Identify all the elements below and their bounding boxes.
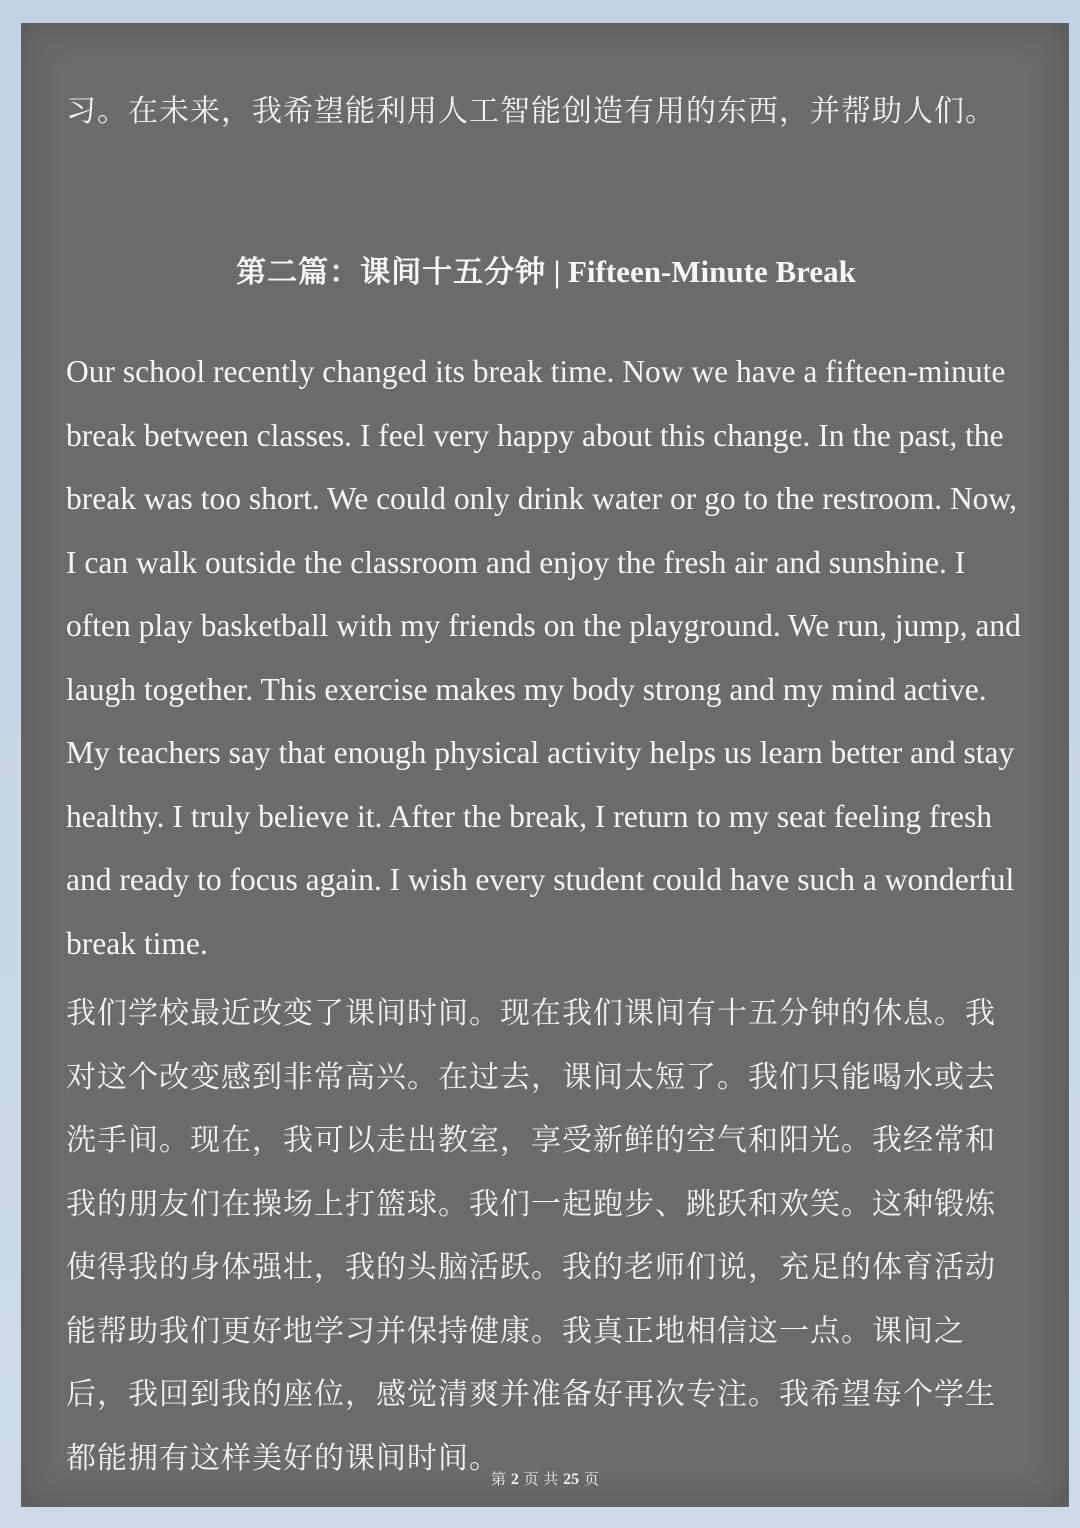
footer-prefix: 第 [491,1470,507,1488]
section-title-en: Fifteen-Minute Break [567,254,856,289]
section-title [66,248,1026,297]
english-paragraph: Our school recently changed its break time. Now we have a fifteen-minute break between classes. I feel very happy about this change. In the past, the break was too short. We could only drink water or go to the restroom. Now, I can walk outside the classroom and enjoy the fresh air and sunshine. I often play basketball with my friends on the playground. We run, jump, and laugh together. This exercise makes my body strong and my mind active. My teachers say that enough physical activity helps us learn better and stay healthy. I truly believe it. After the break, I return to my seat feeling fresh and ready to focus again. I wish every student could have such a wonderful break time. [66,354,1021,961]
continued-paragraph: 习。在未来，我希望能利用人工智能创造有用的东西，并帮助人们。 [66,94,996,129]
section-title-cn: 第二篇：课间十五分钟 [236,255,547,290]
footer-suffix: 页 [583,1470,599,1488]
section-title-separator: | [553,254,561,289]
footer-middle: 页 共 [523,1470,559,1488]
footer-page-number: 2 [510,1471,519,1488]
footer-total-pages: 25 [563,1471,580,1488]
chinese-paragraph: 我们学校最近改变了课间时间。现在我们课间有十五分钟的休息。我对这个改变感到非常高兴。在过去，课间太短了。我们只能喝水或去洗手间。现在，我可以走出教室，享受新鲜的空气和阳光。我经常和我的朋友们在操场上打篮球。我们一起跑步、跳跃和欢笑。这种锻炼使得我的身体强壮，我的头脑活跃。我的老师们说，充足的体育活动能帮助我们更好地学习并保持健康。我真正地相信这一点。课间之后，我回到我的座位，感觉清爽并准备好再次专注。我希望每个学生都能拥有这样美好的课间时间。 [66,996,996,1476]
page-footer [22,1468,1068,1489]
document-page [22,24,1068,1506]
